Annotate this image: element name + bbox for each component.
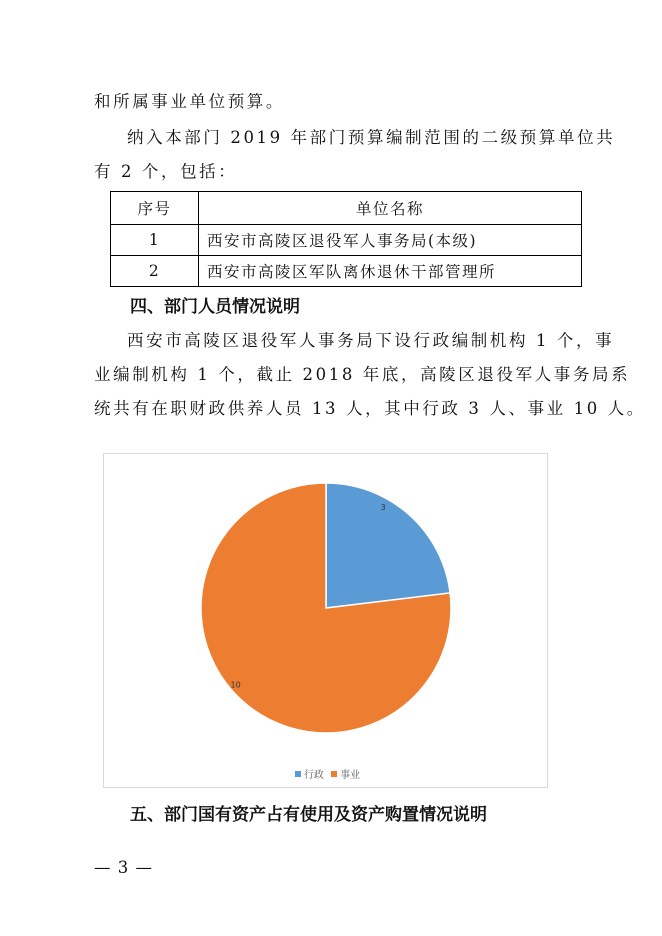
section-heading: 五、部门国有资产占有使用及资产购置情况说明 (130, 805, 487, 825)
pie-plot (104, 454, 549, 764)
table-row (111, 225, 582, 256)
units-table (110, 191, 582, 287)
header-index: 序号 (111, 192, 199, 225)
paragraph: 业编制机构 1 个，截止 2018 年底，高陵区退役军人事务局系 (94, 365, 631, 384)
legend-label: 行政 (303, 770, 324, 781)
cell-index: 1 (111, 225, 199, 256)
paragraph: 有 2 个，包括： (94, 162, 238, 181)
cell-name: 西安市高陵区军队离休退休干部管理所 (199, 256, 582, 287)
table-header-row (111, 192, 582, 225)
cell-index: 2 (111, 256, 199, 287)
table-row (111, 256, 582, 287)
legend-label: 事业 (340, 770, 361, 781)
paragraph: 西安市高陵区退役军人事务局下设行政编制机构 1 个，事 (127, 331, 615, 350)
data-label: 3 (380, 503, 386, 513)
legend-swatch-institution (331, 771, 337, 777)
legend-swatch-admin (295, 771, 301, 777)
paragraph: 统共有在职财政供养人员 13 人，其中行政 3 人、事业 10 人。 (94, 399, 646, 418)
pie-chart (103, 453, 548, 788)
data-label: 10 (230, 680, 241, 690)
cell-name: 西安市高陵区退役军人事务局(本级) (199, 225, 582, 256)
header-name: 单位名称 (199, 192, 582, 225)
pie-slice (326, 483, 450, 608)
paragraph: 纳入本部门 2019 年部门预算编制范围的二级预算单位共 (127, 128, 616, 147)
section-heading: 四、部门人员情况说明 (130, 297, 300, 317)
paragraph: 和所属事业单位预算。 (94, 92, 285, 111)
page-number: — 3 — (94, 858, 153, 877)
chart-legend (104, 766, 547, 781)
